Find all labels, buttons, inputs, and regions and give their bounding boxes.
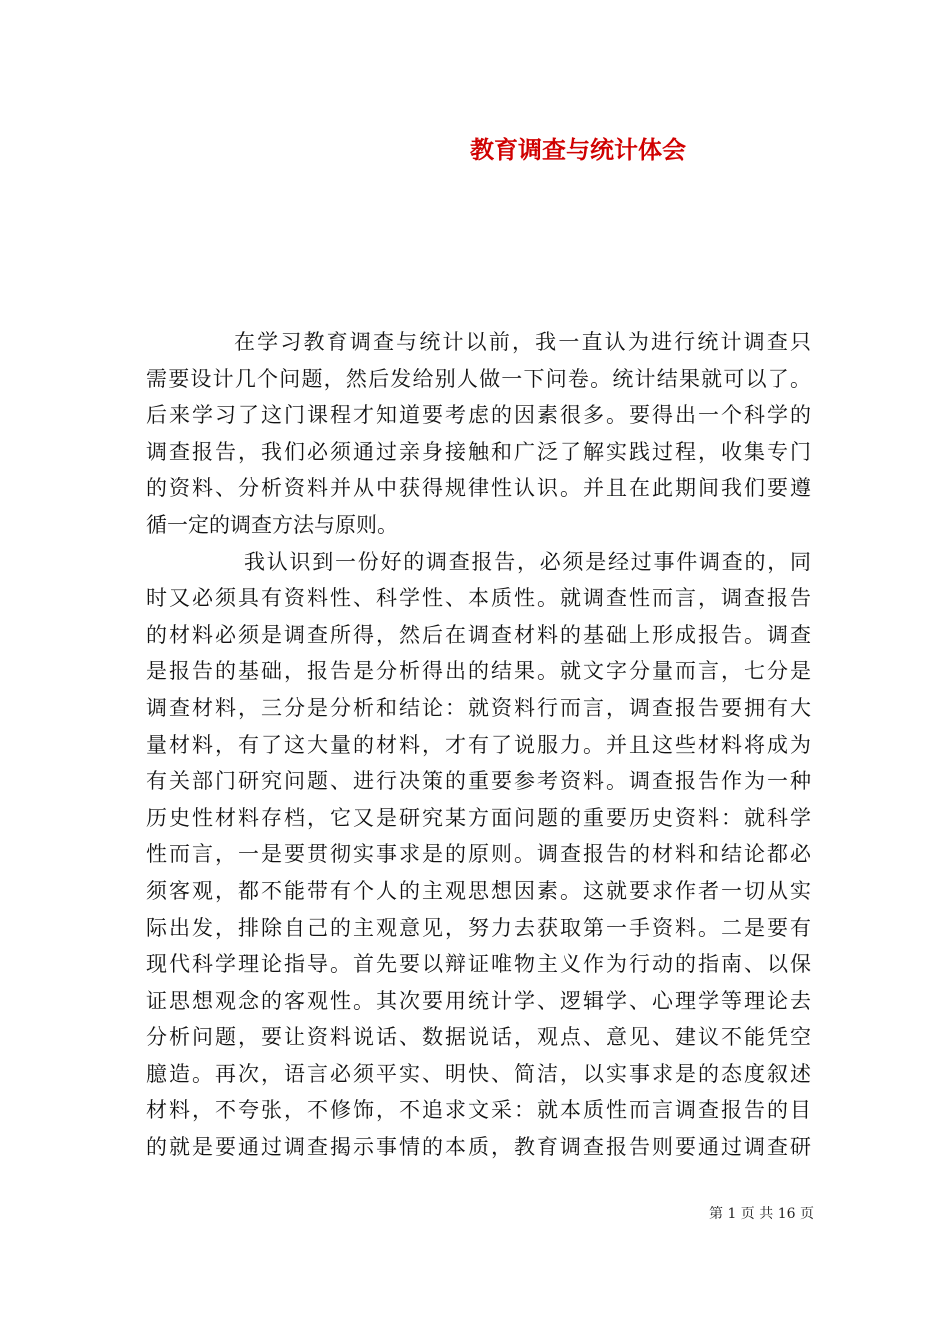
paragraph-line: 在学习教育调查与统计以前，我一直认为进行统计调查只 bbox=[234, 330, 811, 354]
paragraph-line: 量材料，有了这大量的材料，才有了说服力。并且这些材料将成为 bbox=[146, 732, 811, 757]
paragraph-line: 调查材料，三分是分析和结论：就资料行而言，调查报告要拥有大 bbox=[146, 695, 811, 720]
paragraph-1 bbox=[146, 324, 811, 544]
paragraph-line: 须客观，都不能带有个人的主观思想因素。这就要求作者一切从实 bbox=[146, 878, 811, 903]
paragraph-2 bbox=[146, 544, 811, 1166]
paragraph-line: 是报告的基础，报告是分析得出的结果。就文字分量而言，七分是 bbox=[146, 659, 811, 684]
paragraph-line: 循一定的调查方法与原则。 bbox=[146, 512, 398, 537]
paragraph-line: 的资料、分析资料并从中获得规律性认识。并且在此期间我们要遵 bbox=[146, 476, 811, 501]
paragraph-line: 的就是要通过调查揭示事情的本质，教育调查报告则要通过调查研 bbox=[146, 1135, 811, 1160]
paragraph-line: 的材料必须是调查所得，然后在调查材料的基础上形成报告。调查 bbox=[146, 622, 811, 647]
paragraph-line: 性而言，一是要贯彻实事求是的原则。调查报告的材料和结论都必 bbox=[146, 842, 811, 867]
document-body bbox=[146, 324, 811, 1166]
page-number-footer: 第 1 页 共 16 页 bbox=[709, 1206, 814, 1222]
paragraph-line: 我认识到一份好的调查报告，必须是经过事件调查的，同 bbox=[244, 549, 811, 574]
paragraph-line: 后来学习了这门课程才知道要考虑的因素很多。要得出一个科学的 bbox=[146, 403, 811, 428]
paragraph-line: 调查报告，我们必须通过亲身接触和广泛了解实践过程，收集专门 bbox=[146, 439, 811, 464]
paragraph-line: 有关部门研究问题、进行决策的重要参考资料。调查报告作为一种 bbox=[146, 769, 811, 794]
document-title: 教育调查与统计体会 bbox=[470, 135, 686, 164]
paragraph-line: 分析问题，要让资料说话、数据说话，观点、意见、建议不能凭空 bbox=[146, 1025, 811, 1050]
paragraph-line: 需要设计几个问题，然后发给别人做一下问卷。统计结果就可以了。 bbox=[146, 366, 811, 391]
paragraph-line: 臆造。再次，语言必须平实、明快、简洁，以实事求是的态度叙述 bbox=[146, 1061, 811, 1086]
paragraph-line: 材料，不夸张，不修饰，不追求文采：就本质性而言调查报告的目 bbox=[146, 1098, 811, 1123]
paragraph-line: 历史性材料存档，它又是研究某方面问题的重要历史资料：就科学 bbox=[146, 805, 811, 830]
paragraph-line: 证思想观念的客观性。其次要用统计学、逻辑学、心理学等理论去 bbox=[146, 988, 811, 1013]
paragraph-line: 现代科学理论指导。首先要以辩证唯物主义作为行动的指南、以保 bbox=[146, 952, 811, 977]
paragraph-line: 际出发，排除自己的主观意见，努力去获取第一手资料。二是要有 bbox=[146, 915, 811, 940]
paragraph-line: 时又必须具有资料性、科学性、本质性。就调查性而言，调查报告 bbox=[146, 586, 811, 611]
